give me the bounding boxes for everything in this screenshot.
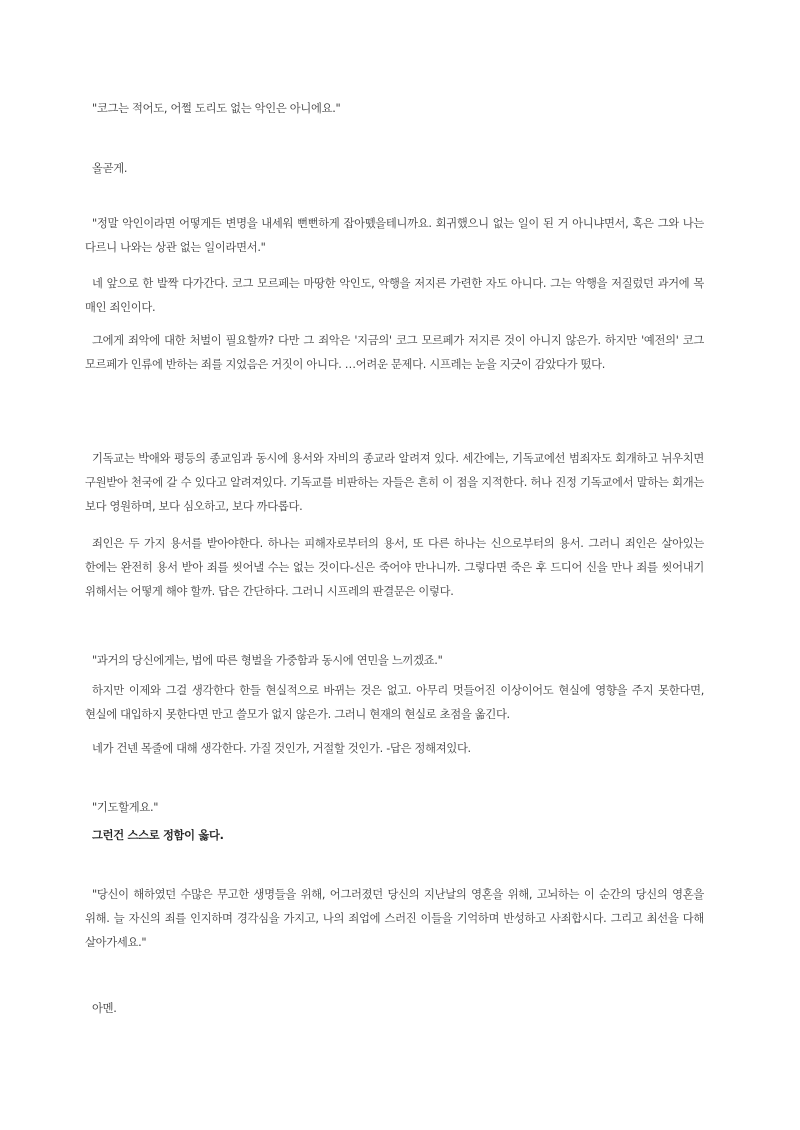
paragraph-dialogue-2: "정말 악인이라면 어떻게든 변명을 내세워 뻔뻔하게 잡아뗐을테니까요. 회귀했으니 없는 일이 된 거 아니냐면서, 혹은 그와 나는 다르니 나와는 상관 없는 일이라면서." — [85, 217, 704, 254]
paragraph-6: 하지만 이제와 그걸 생각한다 한들 현실적으로 바뀌는 것은 없고. 아무리 멋들어진 이상이어도 현실에 영향을 주지 못한다면, 현실에 대입하지 못한다면 만고 쓸모가 없지 않은가. 그러니 현재의 현실로 초점을 옮긴다. — [85, 684, 704, 721]
paragraph-8: 아멘. — [92, 1002, 117, 1015]
paragraph-7: 네가 건넨 목줄에 대해 생각한다. 가질 것인가, 거절할 것인가. -답은 정해져있다. — [92, 742, 471, 755]
paragraph-dialogue-5: "당신이 해하였던 수많은 무고한 생명들을 위해, 어그러졌던 당신의 지난날의 영혼을 위해, 고뇌하는 이 순간의 당신의 영혼을 위해. 늘 자신의 죄를 인지하며 경각심을 가지고, 나의 죄업에 스러진 이들을 기억하며 반성하고 사죄합시다. 그리고 최선을 다해 살아가세요." — [85, 888, 704, 949]
paragraph-2: 네 앞으로 한 발짝 다가간다. 코그 모르페는 마땅한 악인도, 악행을 저지른 가련한 자도 아니다. 그는 악행을 저질렀던 과거에 목 매인 죄인이다. — [85, 277, 704, 314]
paragraph-1: 올곧게. — [92, 162, 128, 175]
paragraph-3: 그에게 죄악에 대한 처벌이 필요할까? 다만 그 죄악은 '지금의' 코그 모르페가 저지른 것이 아니지 않은가. 하지만 '예전의' 코그 모르페가 인류에 반하는 죄를 지었음은 거짓이 아니다. …어려운 문제다. 시프레는 눈을 지긋이 감았다가 떴다. — [85, 334, 704, 371]
paragraph-dialogue-3: "과거의 당신에게는, 법에 따른 형벌을 가중함과 동시에 연민을 느끼겠죠." — [92, 654, 443, 667]
paragraph-bold: 그런건 스스로 정함이 옳다. — [92, 829, 224, 842]
paragraph-dialogue-1: "코그는 적어도, 어쩔 도리도 없는 악인은 아니에요." — [92, 102, 341, 115]
paragraph-4: 기독교는 박애와 평등의 종교임과 동시에 용서와 자비의 종교라 알려져 있다. 세간에는, 기독교에선 범죄자도 회개하고 뉘우치면 구원받아 천국에 갈 수 있다고 알려져있다. 기독교를 비판하는 자들은 흔히 이 점을 지적한다. 허나 진정 기독교에서 말하는 회개는 보다 영원하며, 보다 심오하고, 보다 까다롭다. — [85, 452, 704, 513]
paragraph-5: 죄인은 두 가지 용서를 받아야한다. 하나는 피해자로부터의 용서, 또 다른 하나는 신으로부터의 용서. 그러니 죄인은 살아있는 한에는 완전히 용서 받아 죄를 씻어낼 수는 없는 것이다-신은 죽어야 만나니까. 그렇다면 죽은 후 드디어 신을 만나 죄를 씻어내기 위해서는 어떻게 해야 할까. 답은 간단하다. 그러니 시프레의 판결문은 이렇다. — [85, 537, 704, 598]
paragraph-dialogue-4: "기도할게요." — [92, 801, 159, 814]
